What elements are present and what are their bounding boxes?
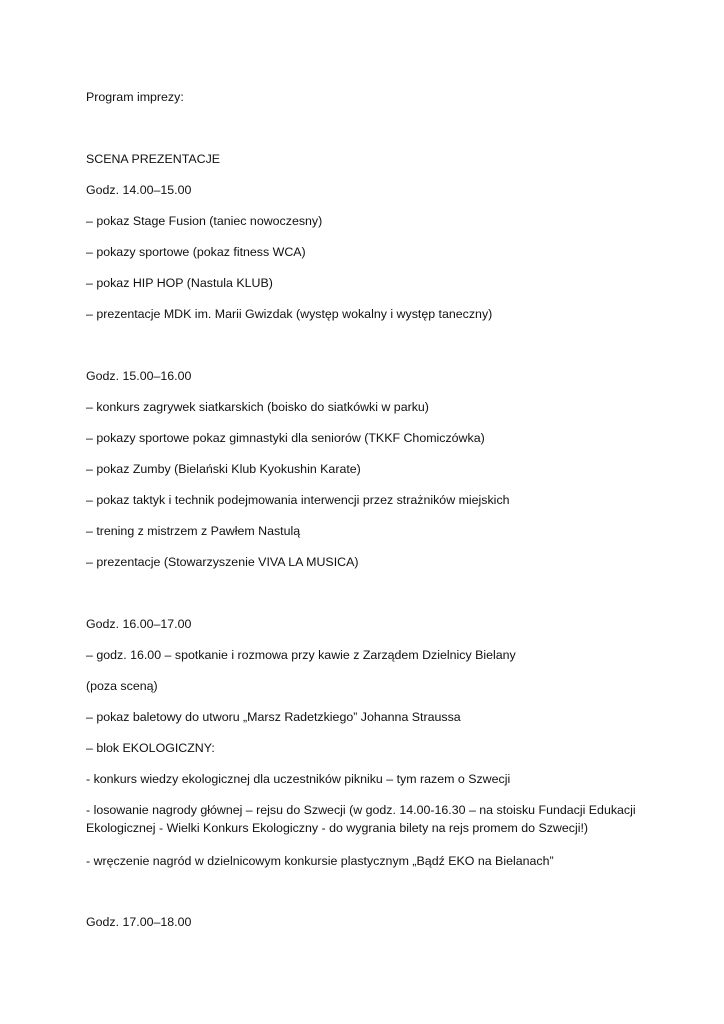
list-item: – prezentacje (Stowarzyszenie VIVA LA MUSICA) bbox=[86, 555, 359, 569]
list-item: – pokaz Zumby (Bielański Klub Kyokushin Karate) bbox=[86, 462, 361, 476]
time-slot-15-16: Godz. 15.00–16.00 bbox=[86, 369, 192, 383]
list-item: – pokaz HIP HOP (Nastula KLUB) bbox=[86, 276, 273, 290]
list-item: – pokazy sportowe pokaz gimnastyki dla seniorów (TKKF Chomiczówka) bbox=[86, 431, 485, 445]
list-item: - konkurs wiedzy ekologicznej dla uczestników pikniku – tym razem o Szwecji bbox=[86, 772, 511, 786]
time-slot-16-17: Godz. 16.00–17.00 bbox=[86, 617, 192, 631]
time-slot-17-18: Godz. 17.00–18.00 bbox=[86, 915, 192, 929]
time-slot-14-15: Godz. 14.00–15.00 bbox=[86, 183, 192, 197]
list-item: – trening z mistrzem z Pawłem Nastulą bbox=[86, 524, 301, 538]
list-item: – pokaz Stage Fusion (taniec nowoczesny) bbox=[86, 214, 323, 228]
list-item: – konkurs zagrywek siatkarskich (boisko do siatkówki w parku) bbox=[86, 400, 429, 414]
list-item: – godz. 16.00 – spotkanie i rozmowa przy kawie z Zarządem Dzielnicy Bielany bbox=[86, 648, 516, 662]
list-item: – pokaz baletowy do utworu „Marsz Radetzkiego” Johanna Straussa bbox=[86, 710, 461, 724]
list-item: – pokaz taktyk i technik podejmowania interwencji przez strażników miejskich bbox=[86, 493, 510, 507]
list-item: - losowanie nagrody głównej – rejsu do Szwecji (w godz. 14.00-16.30 – na stoisku Fundacji Edukacji Ekologicznej - Wielki Konkurs Ekologiczny - do wygrania bilety na rejs promem do Szwecji!) bbox=[86, 803, 636, 835]
list-item: - wręczenie nagród w dzielnicowym konkursie plastycznym „Bądź EKO na Bielanach” bbox=[86, 854, 554, 868]
list-item: – pokazy sportowe (pokaz fitness WCA) bbox=[86, 245, 306, 259]
section-heading-scena-prezentacje: SCENA PREZENTACJE bbox=[86, 152, 221, 166]
list-item: (poza sceną) bbox=[86, 679, 158, 693]
list-item: – prezentacje MDK im. Marii Gwizdak (występ wokalny i występ taneczny) bbox=[86, 307, 493, 321]
document-title: Program imprezy: bbox=[86, 90, 184, 104]
list-item: – blok EKOLOGICZNY: bbox=[86, 741, 215, 755]
